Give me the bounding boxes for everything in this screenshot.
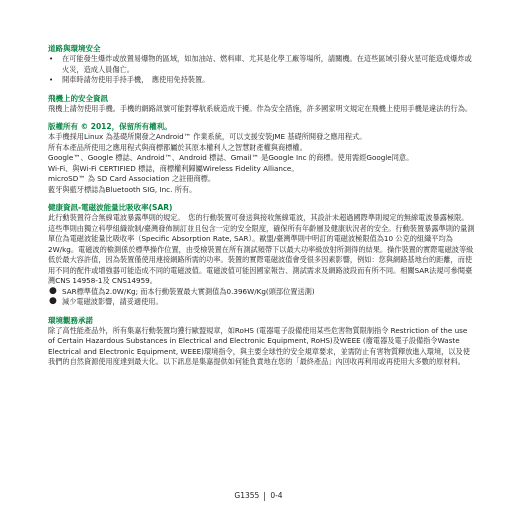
section-body: 除了高性能產品外，所有集嘉行動裝置均獲行歐盟規章，如RoHS (電器電子設備使用某些危害物質限制指令 Restriction of the use of Certain Hazardous Substances in Electrical and Electronic Equipment, RoHS)及WEEE (廢電器及電子設備指令Waste Electrical and Electronic Equipment, WEEE)環境指令，與主要全球性的安全規章要求，並需防止有害物質釋放進入環境，以及使我們的自然資源使用度達到最大化。以下訊息是集嘉提供如何能負責地在您的「最終產品」內回收再利用或再使用大多數的原材料。	[48, 325, 470, 366]
bullet-item	[48, 54, 476, 75]
section-heading: 環境觀務承諾	[48, 315, 93, 325]
section-body: 此行動裝置符合無線電波暴露準則的規定。 您的行動裝置可發送與接收無線電波，其設計未超過國際準則規定的無線電波暴露極限。 這些準則由獨立科學組織欲制/臺灣發佈制訂並且包含一定的安全限度，確保所有年齡層及健康狀況者的安全。行動裝置暴露準則的量測單位為電磁波能量比吸收率（Specific Absorption Rate, SAR）。歐盟/臺灣準則中明訂的電磁波極限值為10 公克的組織平均為2W/kg。電磁波的檢測係於標準操作位置，由受檢裝置在所有測試頻帶下以最大功率級放射所測得的結果。操作裝置的實際電磁波等級低於最大容許值，因為裝置僅使用連接網路所需的功率。裝置的實際電磁波值會受很多因素影響，例如：您與網路基地台的距離，而使用不同的配件或增強器可能造成不同的電磁波值。電磁波值可能因國家報告、測試需求及網路波段而有所不同。相關SAR法規可參閱臺灣CNS 14958-1及 CNS14959。	[48, 213, 475, 285]
section-heading: 健康資訊-電磁波能量比吸收率(SAR)	[48, 203, 173, 212]
section-road-safety	[48, 44, 476, 86]
bullet-item	[48, 75, 476, 86]
model-number: G1355	[234, 491, 260, 500]
section-body: 飛機上請勿使用手機。手機的網路訊號可能對導航系統造成干擾。作為安全措施，許多國家明文規定在飛機上使用手機是違法的行為。	[48, 103, 473, 113]
bullet-text: 減少電磁波影響，請妥適使用。	[62, 297, 163, 306]
section-sar	[48, 203, 476, 308]
copyright-line: 藍牙與藍牙標誌為Bluetooth SIG, Inc. 所有。	[48, 184, 197, 194]
section-heading: 飛機上的安全資訊	[48, 93, 108, 103]
bullet-icon: •	[49, 76, 54, 84]
bullet-text: 在可能發生爆炸或放置易爆物的區域，如加油站、燃料庫、尤其是化學工廠等場所，請關機。在這些區域引發火星可能造成爆炸或火災，造成人員傷亡。	[62, 54, 472, 74]
copyright-line: Wi-Fi、與Wi-Fi CERTIFIED 標誌，商標權利歸屬Wireless Fidelity Alliance。	[48, 163, 299, 173]
bullet-item	[48, 287, 476, 298]
bullet-text: 開車時請勿使用手持手機， 應使用免持裝置。	[62, 75, 210, 84]
bullet-icon: ●	[49, 296, 57, 306]
bullet-icon: •	[49, 55, 54, 63]
copyright-line: 所有本產品所使用之應用程式與商標都屬於其原本權利人之智慧財產權與商標權。	[48, 142, 307, 152]
page-number: 0-4	[270, 491, 283, 500]
copyright-line: 本手機採用Linux 為基礎所開發之Android™ 作業系統，可以支援安裝JME 基礎所開發之應用程式。	[48, 132, 367, 141]
section-flight-safety	[48, 94, 476, 115]
bullet-text: SAR標準值為2.0W/Kg; 而本行動裝置最大實測值為0.396W/Kg(頭部位置送測)	[62, 286, 315, 296]
bullet-icon: ●	[49, 285, 57, 296]
footer-divider	[264, 492, 265, 501]
bullet-item	[48, 297, 476, 308]
section-heading: 道路與環境安全	[48, 44, 101, 53]
section-heading: 版權所有 © 2012，保留所有權利。	[48, 122, 172, 131]
section-environment	[48, 316, 476, 368]
page-footer	[0, 491, 517, 501]
copyright-line: microSD™ 為 SD Card Association 之註冊商標。	[48, 174, 216, 183]
manual-page	[48, 44, 476, 376]
section-copyright	[48, 122, 476, 195]
copyright-line: Google™、Google 標誌、Android™、Android 標誌、Gmail™ 是Google Inc 的商標。使用需經Google同意。	[48, 153, 414, 162]
